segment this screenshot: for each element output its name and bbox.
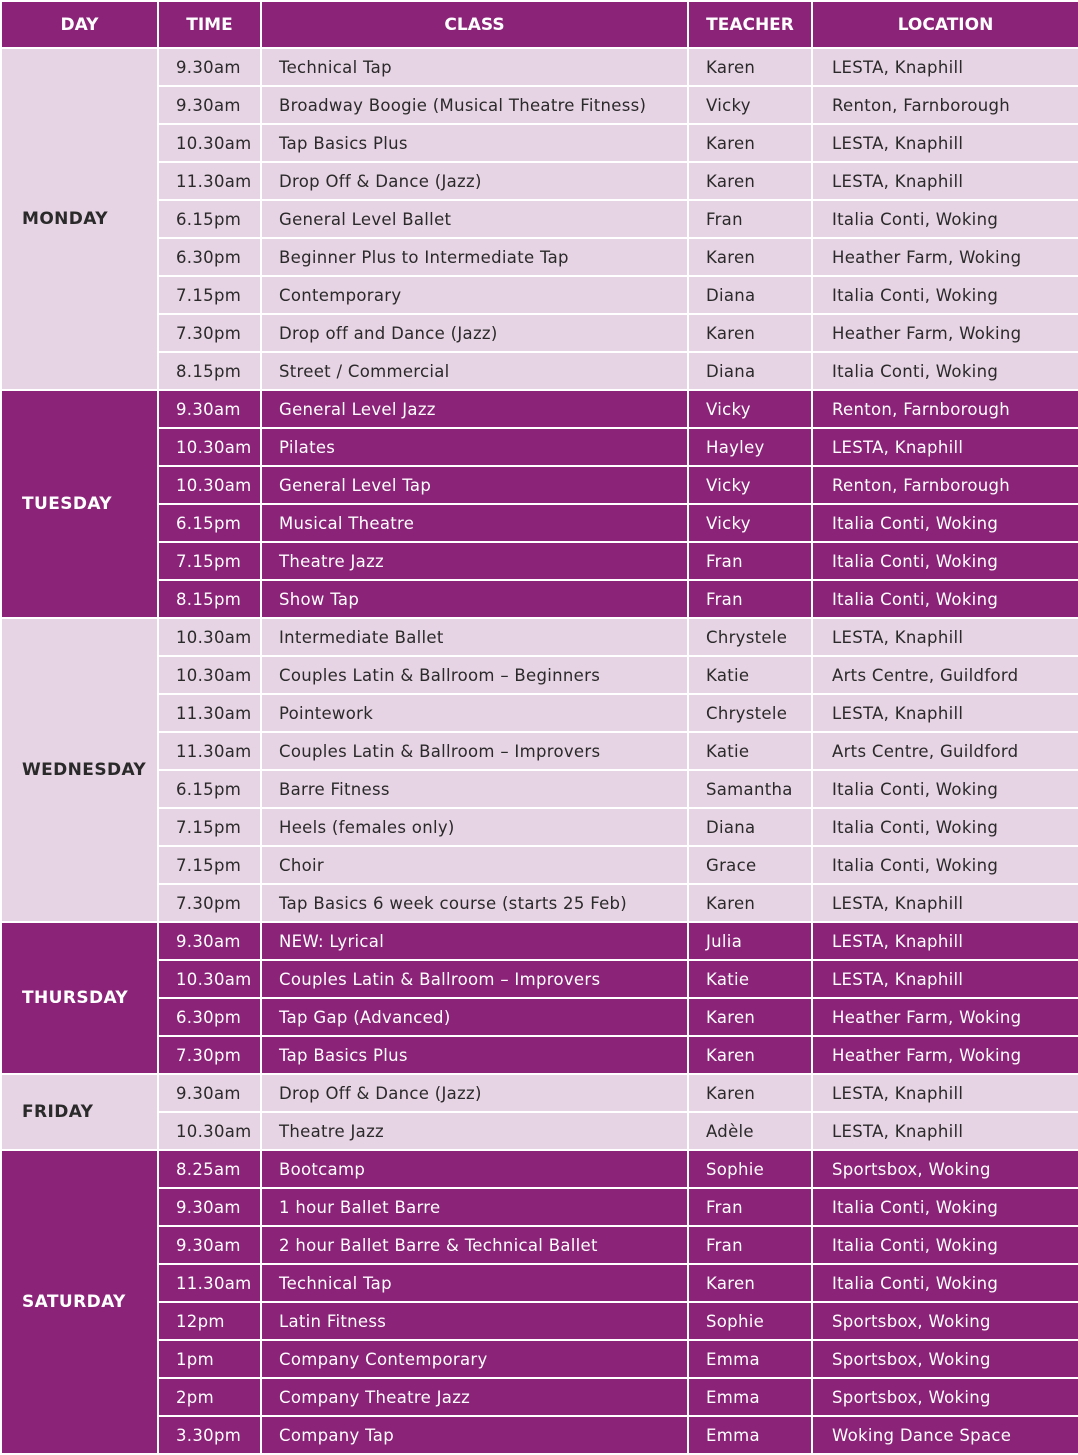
table-row [1,694,1078,732]
table-row [1,542,1078,580]
time-cell: 7.15pm [158,276,261,314]
teacher-cell: Karen [688,1036,812,1074]
time-cell: 7.15pm [158,542,261,580]
location-cell: Italia Conti, Woking [812,352,1078,390]
day-label: TUESDAY [1,390,158,618]
location-cell: LESTA, Knaphill [812,1074,1078,1112]
day-group-monday [1,48,1078,390]
class-cell: Drop Off & Dance (Jazz) [261,1074,688,1112]
header-day: DAY [1,1,158,48]
teacher-cell: Chrystele [688,694,812,732]
location-cell: Arts Centre, Guildford [812,656,1078,694]
day-label: MONDAY [1,48,158,390]
teacher-cell: Katie [688,960,812,998]
teacher-cell: Fran [688,580,812,618]
table-header [1,1,1078,48]
table-row [1,1302,1078,1340]
location-cell: Renton, Farnborough [812,390,1078,428]
teacher-cell: Karen [688,238,812,276]
table-row [1,238,1078,276]
time-cell: 10.30am [158,124,261,162]
location-cell: Italia Conti, Woking [812,1226,1078,1264]
table-row [1,808,1078,846]
table-row [1,1074,1078,1112]
location-cell: LESTA, Knaphill [812,694,1078,732]
time-cell: 10.30am [158,656,261,694]
class-cell: 2 hour Ballet Barre & Technical Ballet [261,1226,688,1264]
teacher-cell: Sophie [688,1302,812,1340]
teacher-cell: Vicky [688,86,812,124]
class-cell: Company Tap [261,1416,688,1454]
teacher-cell: Fran [688,200,812,238]
teacher-cell: Karen [688,162,812,200]
location-cell: Heather Farm, Woking [812,314,1078,352]
teacher-cell: Karen [688,1074,812,1112]
teacher-cell: Karen [688,1264,812,1302]
class-cell: Bootcamp [261,1150,688,1188]
location-cell: Sportsbox, Woking [812,1378,1078,1416]
time-cell: 3.30pm [158,1416,261,1454]
time-cell: 10.30am [158,1112,261,1150]
day-label: THURSDAY [1,922,158,1074]
class-cell: Drop off and Dance (Jazz) [261,314,688,352]
header-row [1,1,1078,48]
location-cell: Italia Conti, Woking [812,200,1078,238]
class-cell: Pointework [261,694,688,732]
teacher-cell: Fran [688,1188,812,1226]
teacher-cell: Karen [688,124,812,162]
time-cell: 9.30am [158,1226,261,1264]
table-row [1,770,1078,808]
class-cell: Drop Off & Dance (Jazz) [261,162,688,200]
table-row [1,352,1078,390]
location-cell: LESTA, Knaphill [812,48,1078,86]
table-row [1,618,1078,656]
table-row [1,390,1078,428]
location-cell: Arts Centre, Guildford [812,732,1078,770]
day-group-thursday [1,922,1078,1074]
class-cell: General Level Ballet [261,200,688,238]
class-cell: Street / Commercial [261,352,688,390]
teacher-cell: Vicky [688,466,812,504]
class-cell: NEW: Lyrical [261,922,688,960]
location-cell: LESTA, Knaphill [812,1112,1078,1150]
table-row [1,48,1078,86]
location-cell: Italia Conti, Woking [812,1188,1078,1226]
table-row [1,1112,1078,1150]
location-cell: LESTA, Knaphill [812,162,1078,200]
teacher-cell: Samantha [688,770,812,808]
time-cell: 10.30am [158,428,261,466]
location-cell: Italia Conti, Woking [812,808,1078,846]
teacher-cell: Emma [688,1416,812,1454]
table-row [1,1150,1078,1188]
table-row [1,1226,1078,1264]
teacher-cell: Vicky [688,390,812,428]
time-cell: 6.15pm [158,504,261,542]
class-cell: General Level Jazz [261,390,688,428]
class-cell: Latin Fitness [261,1302,688,1340]
location-cell: LESTA, Knaphill [812,618,1078,656]
class-cell: 1 hour Ballet Barre [261,1188,688,1226]
class-cell: Technical Tap [261,48,688,86]
class-cell: Company Contemporary [261,1340,688,1378]
class-cell: Theatre Jazz [261,1112,688,1150]
teacher-cell: Adèle [688,1112,812,1150]
teacher-cell: Emma [688,1340,812,1378]
location-cell: Heather Farm, Woking [812,238,1078,276]
table-row [1,1188,1078,1226]
location-cell: LESTA, Knaphill [812,428,1078,466]
table-row [1,1264,1078,1302]
class-cell: Tap Basics 6 week course (starts 25 Feb) [261,884,688,922]
class-cell: Barre Fitness [261,770,688,808]
teacher-cell: Karen [688,884,812,922]
class-cell: Tap Gap (Advanced) [261,998,688,1036]
class-cell: Technical Tap [261,1264,688,1302]
time-cell: 9.30am [158,1074,261,1112]
teacher-cell: Julia [688,922,812,960]
teacher-cell: Emma [688,1378,812,1416]
class-cell: Beginner Plus to Intermediate Tap [261,238,688,276]
time-cell: 8.25am [158,1150,261,1188]
table-row [1,162,1078,200]
time-cell: 6.30pm [158,998,261,1036]
location-cell: Italia Conti, Woking [812,580,1078,618]
location-cell: Italia Conti, Woking [812,276,1078,314]
class-cell: Couples Latin & Ballroom – Improvers [261,960,688,998]
time-cell: 9.30am [158,1188,261,1226]
day-group-tuesday [1,390,1078,618]
time-cell: 6.15pm [158,770,261,808]
class-cell: Company Theatre Jazz [261,1378,688,1416]
teacher-cell: Sophie [688,1150,812,1188]
table-row [1,656,1078,694]
time-cell: 7.15pm [158,808,261,846]
table-row [1,86,1078,124]
class-cell: Tap Basics Plus [261,1036,688,1074]
time-cell: 10.30am [158,618,261,656]
location-cell: Renton, Farnborough [812,466,1078,504]
table-row [1,428,1078,466]
time-cell: 7.30pm [158,314,261,352]
time-cell: 8.15pm [158,352,261,390]
day-group-saturday [1,1150,1078,1454]
table-row [1,276,1078,314]
table-row [1,580,1078,618]
location-cell: LESTA, Knaphill [812,124,1078,162]
header-time: TIME [158,1,261,48]
time-cell: 9.30am [158,390,261,428]
table-row [1,1036,1078,1074]
table-row [1,314,1078,352]
table-row [1,960,1078,998]
table-row [1,124,1078,162]
location-cell: Heather Farm, Woking [812,1036,1078,1074]
location-cell: Italia Conti, Woking [812,542,1078,580]
teacher-cell: Karen [688,998,812,1036]
class-cell: Show Tap [261,580,688,618]
class-cell: Intermediate Ballet [261,618,688,656]
time-cell: 11.30am [158,732,261,770]
table-row [1,1378,1078,1416]
table-row [1,732,1078,770]
class-cell: General Level Tap [261,466,688,504]
time-cell: 6.30pm [158,238,261,276]
header-location: LOCATION [812,1,1078,48]
class-cell: Pilates [261,428,688,466]
table-row [1,200,1078,238]
time-cell: 12pm [158,1302,261,1340]
location-cell: Sportsbox, Woking [812,1340,1078,1378]
teacher-cell: Katie [688,656,812,694]
table-row [1,1416,1078,1454]
class-cell: Musical Theatre [261,504,688,542]
table-row [1,846,1078,884]
day-label: FRIDAY [1,1074,158,1150]
teacher-cell: Chrystele [688,618,812,656]
teacher-cell: Hayley [688,428,812,466]
day-label: SATURDAY [1,1150,158,1454]
time-cell: 9.30am [158,86,261,124]
class-cell: Couples Latin & Ballroom – Beginners [261,656,688,694]
teacher-cell: Grace [688,846,812,884]
time-cell: 7.15pm [158,846,261,884]
time-cell: 7.30pm [158,884,261,922]
teacher-cell: Fran [688,542,812,580]
table-row [1,1340,1078,1378]
day-group-friday [1,1074,1078,1150]
location-cell: Italia Conti, Woking [812,770,1078,808]
class-cell: Contemporary [261,276,688,314]
time-cell: 8.15pm [158,580,261,618]
location-cell: Italia Conti, Woking [812,1264,1078,1302]
time-cell: 11.30am [158,162,261,200]
teacher-cell: Diana [688,352,812,390]
location-cell: LESTA, Knaphill [812,960,1078,998]
table-row [1,998,1078,1036]
time-cell: 1pm [158,1340,261,1378]
location-cell: Italia Conti, Woking [812,846,1078,884]
header-class: CLASS [261,1,688,48]
location-cell: Sportsbox, Woking [812,1150,1078,1188]
teacher-cell: Katie [688,732,812,770]
header-teacher: TEACHER [688,1,812,48]
time-cell: 9.30am [158,922,261,960]
location-cell: Renton, Farnborough [812,86,1078,124]
class-cell: Theatre Jazz [261,542,688,580]
location-cell: Heather Farm, Woking [812,998,1078,1036]
day-group-wednesday [1,618,1078,922]
teacher-cell: Diana [688,276,812,314]
time-cell: 10.30am [158,466,261,504]
time-cell: 2pm [158,1378,261,1416]
class-cell: Tap Basics Plus [261,124,688,162]
time-cell: 7.30pm [158,1036,261,1074]
day-label: WEDNESDAY [1,618,158,922]
location-cell: Sportsbox, Woking [812,1302,1078,1340]
table-row [1,504,1078,542]
teacher-cell: Vicky [688,504,812,542]
table-row [1,922,1078,960]
teacher-cell: Karen [688,314,812,352]
teacher-cell: Diana [688,808,812,846]
class-cell: Heels (females only) [261,808,688,846]
class-cell: Broadway Boogie (Musical Theatre Fitness) [261,86,688,124]
location-cell: LESTA, Knaphill [812,884,1078,922]
table-row [1,466,1078,504]
time-cell: 11.30am [158,1264,261,1302]
class-cell: Couples Latin & Ballroom – Improvers [261,732,688,770]
time-cell: 6.15pm [158,200,261,238]
table-row [1,884,1078,922]
location-cell: Woking Dance Space [812,1416,1078,1454]
location-cell: Italia Conti, Woking [812,504,1078,542]
time-cell: 11.30am [158,694,261,732]
teacher-cell: Fran [688,1226,812,1264]
teacher-cell: Karen [688,48,812,86]
class-cell: Choir [261,846,688,884]
location-cell: LESTA, Knaphill [812,922,1078,960]
time-cell: 10.30am [158,960,261,998]
time-cell: 9.30am [158,48,261,86]
